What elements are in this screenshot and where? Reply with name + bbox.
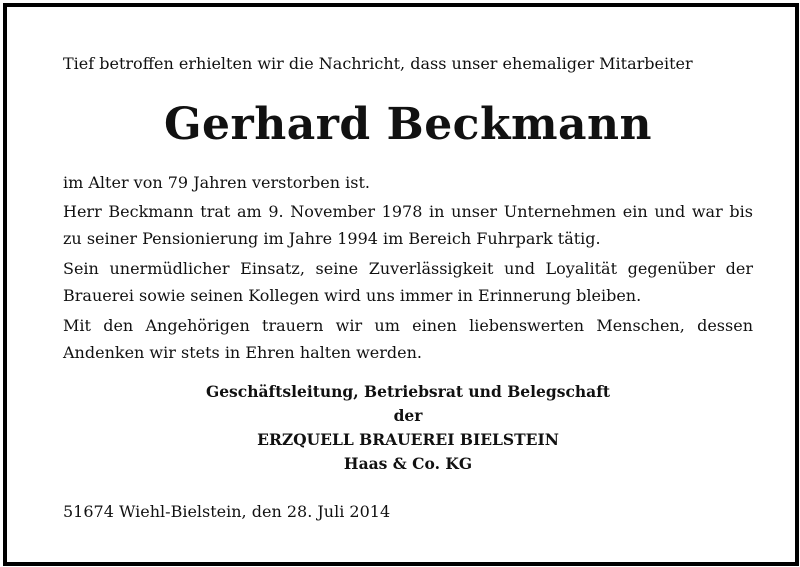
signature-line-company: ERZQUELL BRAUEREI BIELSTEIN [257,430,559,449]
place-date: 51674 Wiehl-Bielstein, den 28. Juli 2014 [63,502,391,521]
age-line: im Alter von 79 Jahren verstorben ist. [63,173,370,192]
paragraph-tribute: Sein unermüdlicher Einsatz, seine Zuverlässigkeit und Loyalität gegenüber der Brauerei sowie seinen Kollegen wird uns immer in Erinnerung bleiben. [63,259,753,305]
paragraph-employment: Herr Beckmann trat am 9. November 1978 in unser Unternehmen ein und war bis zu seiner Pensionierung im Jahre 1994 im Bereich Fuhrpark tätig. [63,202,753,248]
signature-line-der: der [393,406,423,425]
intro-text: Tief betroffen erhielten wir die Nachricht, dass unser ehemaliger Mitarbeiter [63,54,693,73]
signature-line-legal-form: Haas & Co. KG [343,454,473,473]
deceased-name: Gerhard Beckmann [163,99,653,150]
notice-border [3,3,799,566]
paragraph-mourning: Mit den Angehörigen trauern wir um einen liebenswerten Menschen, dessen Andenken wir stets in Ehren halten werden. [63,316,753,362]
signature-line-staff: Geschäftsleitung, Betriebsrat und Belegschaft [205,382,611,401]
